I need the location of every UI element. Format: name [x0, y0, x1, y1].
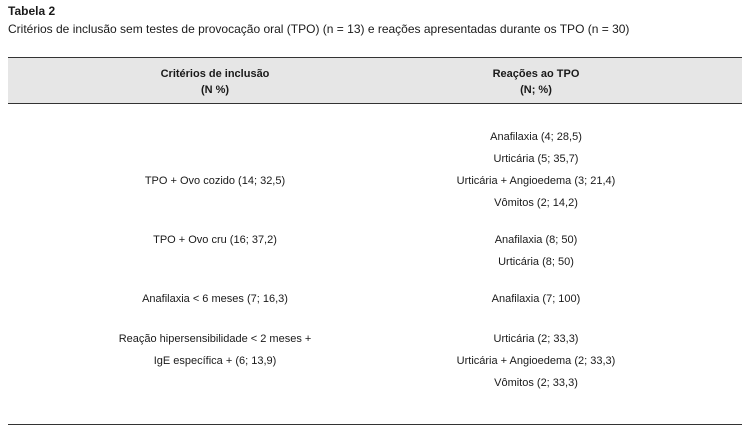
criteria-cell: TPO + Ovo cozido (14; 32,5) — [144, 175, 286, 187]
header-reactions — [366, 66, 706, 98]
header-criteria — [45, 66, 385, 98]
reaction-cell: Vômitos (2; 33,3) — [494, 377, 578, 389]
header-reactions-unit: (N; %) — [520, 84, 552, 96]
criteria-cell: Anafilaxia < 6 meses (7; 16,3) — [142, 293, 288, 305]
reaction-cell: Urticária (8; 50) — [498, 256, 574, 268]
reaction-cell: Urticária (2; 33,3) — [493, 333, 579, 345]
table-header-rule — [8, 103, 742, 104]
reaction-cell: Anafilaxia (4; 28,5) — [490, 131, 582, 143]
header-reactions-title: Reações ao TPO — [492, 68, 580, 80]
reaction-cell: Urticária + Angioedema (3; 21,4) — [456, 175, 616, 187]
reaction-cell: Urticária + Angioedema (2; 33,3) — [456, 355, 616, 367]
criteria-cell: TPO + Ovo cru (16; 37,2) — [153, 234, 277, 246]
table-caption: Critérios de inclusão sem testes de provocação oral (TPO) (n = 13) e reações apresentadas durante os TPO (n = 30) — [8, 22, 630, 36]
header-criteria-unit: (N %) — [200, 84, 230, 96]
reaction-cell: Anafilaxia (8; 50) — [494, 234, 578, 246]
reaction-cell: Urticária (5; 35,7) — [493, 153, 579, 165]
criteria-cell: Reação hipersensibilidade < 2 meses + — [118, 333, 312, 345]
header-criteria-title: Critérios de inclusão — [160, 68, 270, 80]
table-bottom-rule — [8, 424, 742, 425]
reaction-cell: Vômitos (2; 14,2) — [494, 197, 578, 209]
criteria-cell: IgE específica + (6; 13,9) — [153, 355, 277, 367]
table-label: Tabela 2 — [8, 4, 56, 18]
reaction-cell: Anafilaxia (7; 100) — [491, 293, 581, 305]
